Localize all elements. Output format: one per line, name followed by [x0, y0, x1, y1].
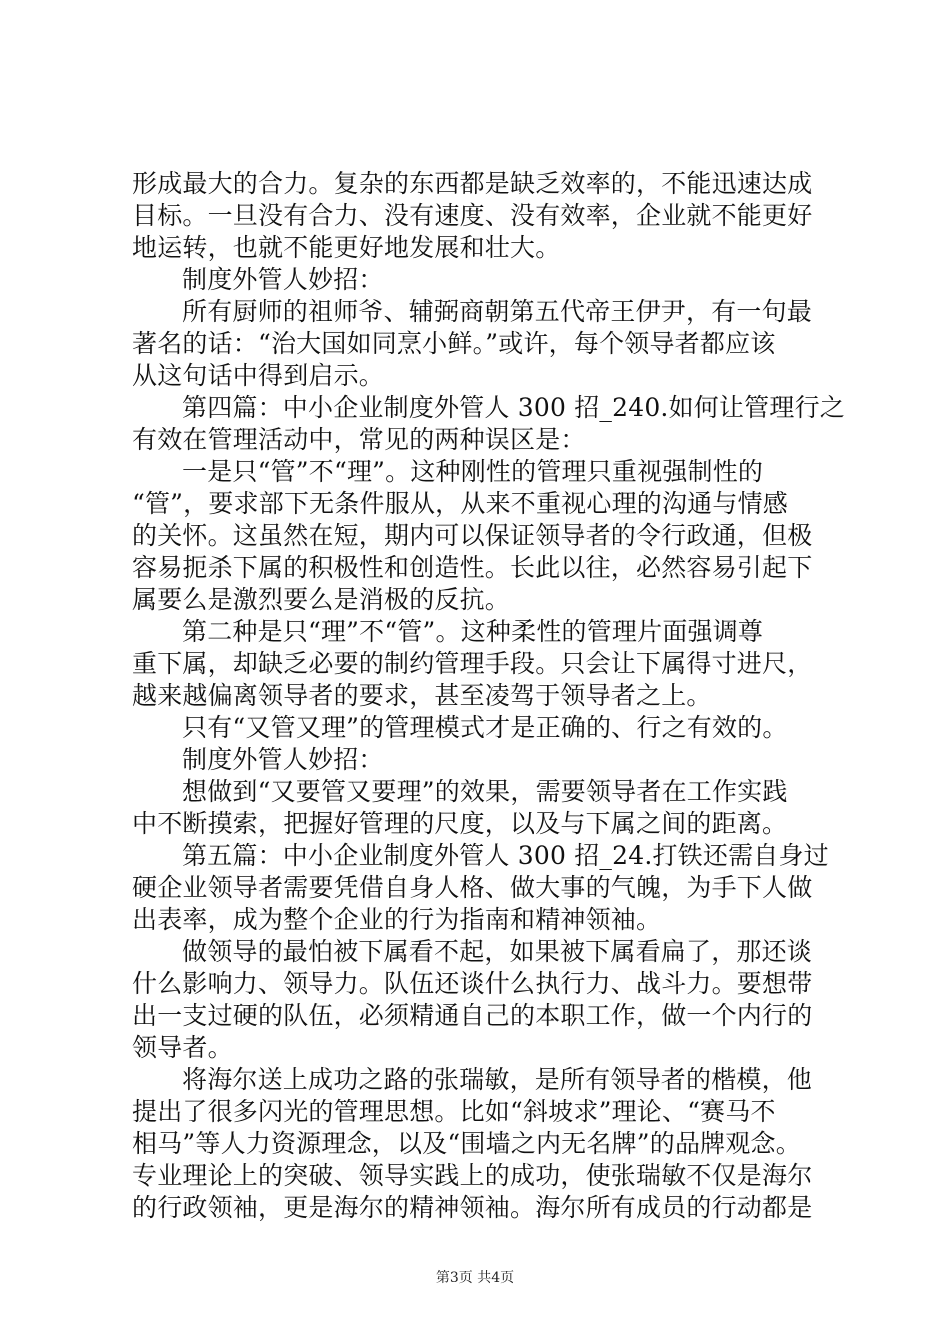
text-line: 硬企业领导者需要凭借自身人格、做大事的气魄，为手下人做: [132, 873, 813, 902]
text-line: 从这句话中得到启示。: [132, 361, 385, 390]
section-heading: 制度外管人妙招：: [182, 745, 384, 774]
text-line: 著名的话：“治大国如同烹小鲜。”或许，每个领导者都应该: [132, 329, 776, 358]
text-line: 有效在管理活动中，常见的两种误区是：: [132, 425, 586, 454]
text-line: 第二种是只“理”不“管”。这种柔性的管理片面强调尊: [182, 617, 764, 646]
text-line: 容易扼杀下属的积极性和创造性。长此以往，必然容易引起下: [132, 553, 813, 582]
document-body: [132, 168, 845, 1224]
text-line: 专业理论上的突破、领导实践上的成功，使张瑞敏不仅是海尔: [132, 1161, 813, 1190]
text-line: 提出了很多闪光的管理思想。比如“斜坡求”理论、“赛马不: [132, 1097, 776, 1126]
text-line: 一是只“管”不“理”。这种刚性的管理只重视强制性的: [182, 457, 764, 486]
text-line: 领导者。: [132, 1033, 233, 1062]
text-line: 形成最大的合力。复杂的东西都是缺乏效率的，不能迅速达成: [132, 169, 813, 198]
text-line: 属要么是激烈要么是消极的反抗。: [132, 585, 511, 614]
text-line: 做领导的最怕被下属看不起，如果被下属看扁了，那还谈: [182, 937, 813, 966]
section-heading: 制度外管人妙招：: [182, 265, 384, 294]
text-line: 相马”等人力资源理念，以及“围墙之内无名牌”的品牌观念。: [132, 1129, 801, 1158]
text-line: 只有“又管又理”的管理模式才是正确的、行之有效的。: [182, 713, 788, 742]
text-line: 越来越偏离领导者的要求，甚至凌驾于领导者之上。: [132, 681, 712, 710]
text-line: 所有厨师的祖师爷、辅弼商朝第五代帝王伊尹，有一句最: [182, 297, 813, 326]
text-line: 将海尔送上成功之路的张瑞敏，是所有领导者的楷模，他: [182, 1065, 813, 1094]
text-line: 什么影响力、领导力。队伍还谈什么执行力、战斗力。要想带: [132, 969, 813, 998]
text-line: 地运转，也就不能更好地发展和壮大。: [132, 233, 561, 262]
page-footer: 第3页 共4页: [435, 1270, 515, 1286]
text-line: 的行政领袖，更是海尔的精神领袖。海尔所有成员的行动都是: [132, 1193, 813, 1222]
chapter-heading: 第四篇：中小企业制度外管人 300 招_240.如何让管理行之: [182, 393, 845, 422]
chapter-heading: 第五篇：中小企业制度外管人 300 招_24.打铁还需自身过: [182, 841, 829, 870]
text-line: 中不断摸索，把握好管理的尺度，以及与下属之间的距离。: [132, 809, 788, 838]
text-line: “管”，要求部下无条件服从，从来不重视心理的沟通与情感: [132, 489, 788, 518]
text-line: 目标。一旦没有合力、没有速度、没有效率，企业就不能更好: [132, 201, 813, 230]
text-line: 重下属，却缺乏必要的制约管理手段。只会让下属得寸进尺，: [132, 649, 813, 678]
text-line: 出一支过硬的队伍，必须精通自己的本职工作，做一个内行的: [132, 1001, 813, 1030]
text-line: 的关怀。这虽然在短，期内可以保证领导者的令行政通，但极: [132, 521, 813, 550]
text-line: 出表率，成为整个企业的行为指南和精神领袖。: [132, 905, 662, 934]
text-line: 想做到“又要管又要理”的效果，需要领导者在工作实践: [182, 777, 788, 806]
